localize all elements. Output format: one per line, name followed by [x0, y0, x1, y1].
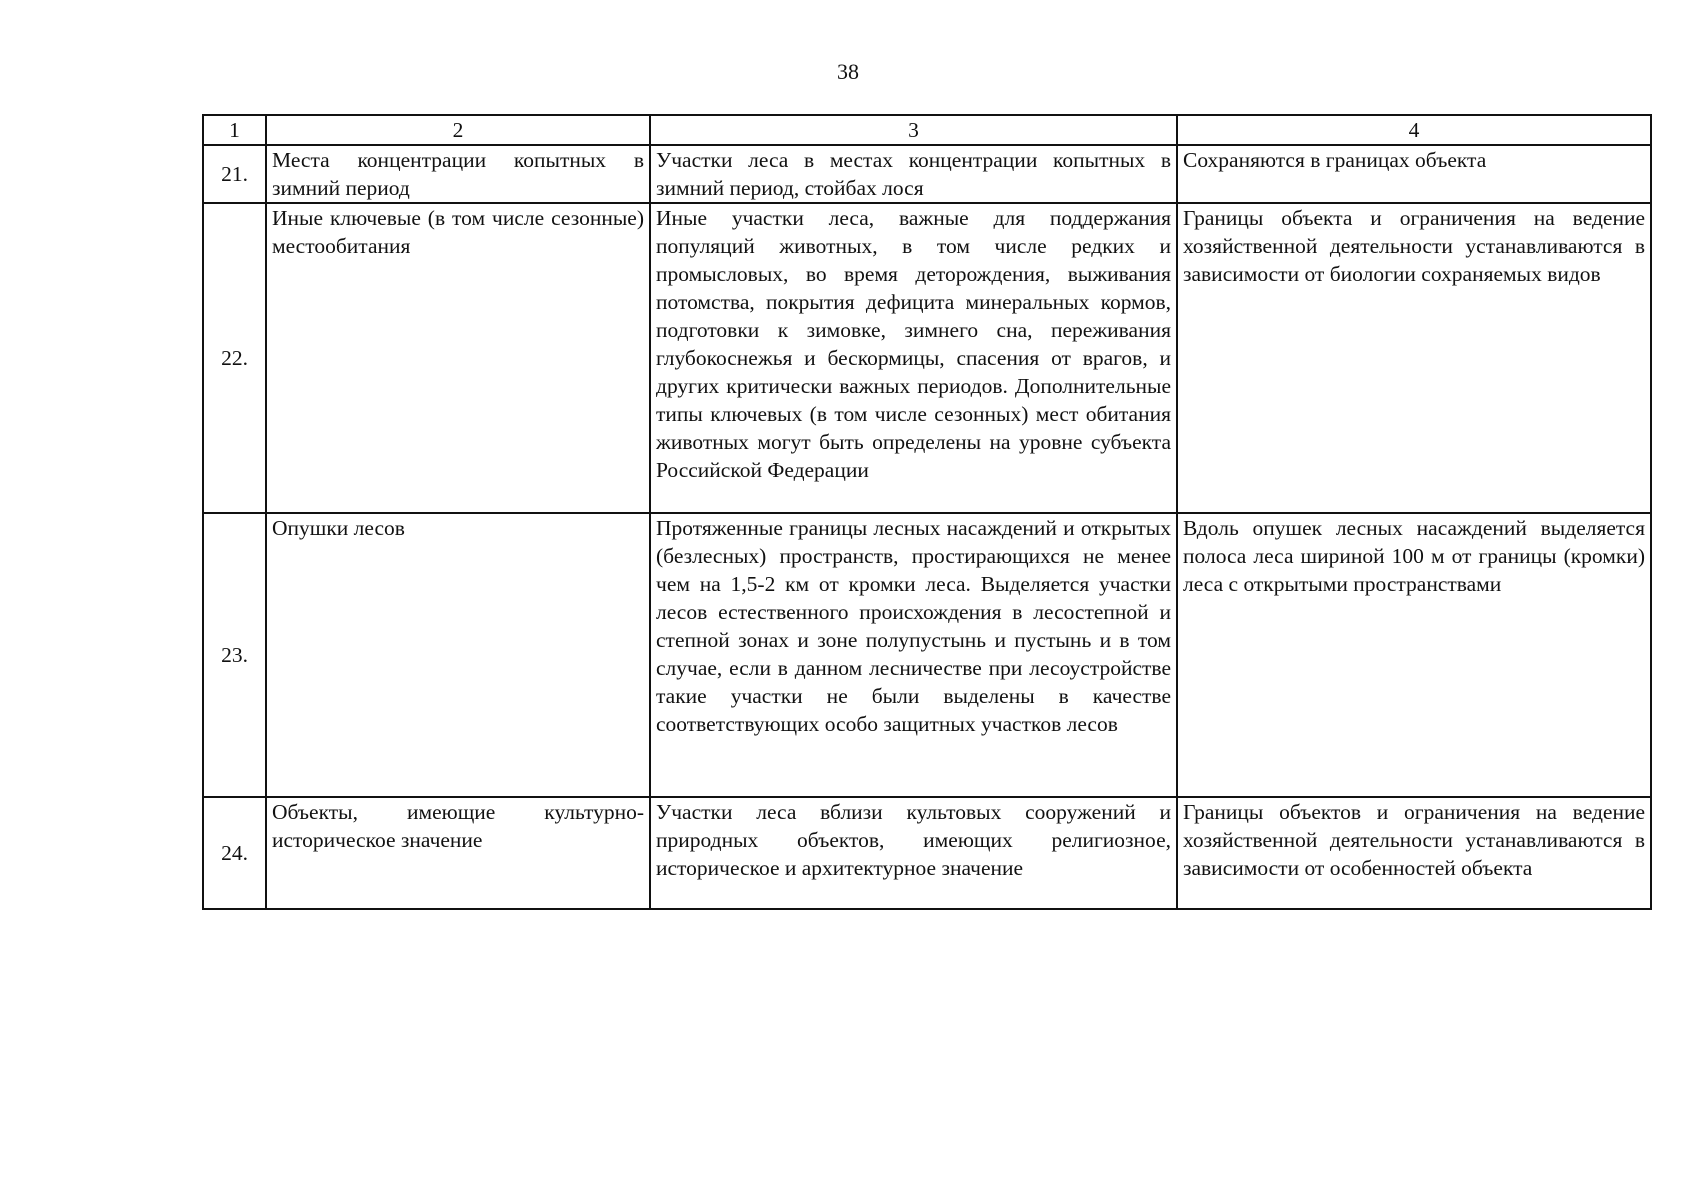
- table-row: [203, 203, 1651, 513]
- description-cell: Участки леса вблизи культовых сооружений и природных объектов, имеющих религиозное, историческое и архитектурное значение: [650, 797, 1177, 909]
- row-number: 24.: [203, 797, 266, 909]
- object-cell: Иные ключевые (в том числе сезонные) местообитания: [266, 203, 650, 513]
- row-number: 21.: [203, 145, 266, 203]
- object-cell: Места концентрации копытных в зимний период: [266, 145, 650, 203]
- description-cell: Участки леса в местах концентрации копытных в зимний период, стойбах лося: [650, 145, 1177, 203]
- column-header-3: 3: [650, 115, 1177, 145]
- row-number: 23.: [203, 513, 266, 797]
- column-header-4: 4: [1177, 115, 1651, 145]
- table-row: [203, 145, 1651, 203]
- description-cell: Иные участки леса, важные для поддержания популяций животных, в том числе редких и промысловых, во время деторождения, выживания потомства, покрытия дефицита минеральных кормов, подготовки к зимовке, зимнего сна, переживания глубокоснежья и бескормицы, спасения от врагов, и других критически важных периодов. Дополнительные типы ключевых (в том числе сезонных) мест обитания животных могут быть определены на уровне субъекта Российской Федерации: [650, 203, 1177, 513]
- regime-cell: Сохраняются в границах объекта: [1177, 145, 1651, 203]
- data-table: [202, 114, 1652, 910]
- object-cell: Объекты, имеющие культурно-историческое значение: [266, 797, 650, 909]
- column-header-1: 1: [203, 115, 266, 145]
- column-header-2: 2: [266, 115, 650, 145]
- table-row: [203, 797, 1651, 909]
- object-cell: Опушки лесов: [266, 513, 650, 797]
- description-cell: Протяженные границы лесных насаждений и открытых (безлесных) пространств, простирающихся не менее чем на 1,5-2 км от кромки леса. Выделяется участки лесов естественного происхождения в лесостепной и степной зонах и зоне полупустынь и пустынь и в том случае, если в данном лесничестве при лесоустройстве такие участки не были выделены в качестве соответствующих особо защитных участков лесов: [650, 513, 1177, 797]
- table-header-row: [203, 115, 1651, 145]
- page-number: 38: [837, 59, 859, 84]
- table-row: [203, 513, 1651, 797]
- regime-cell: Вдоль опушек лесных насаждений выделяется полоса леса шириной 100 м от границы (кромки) леса с открытыми пространствами: [1177, 513, 1651, 797]
- row-number: 22.: [203, 203, 266, 513]
- regime-cell: Границы объекта и ограничения на ведение хозяйственной деятельности устанавливаются в зависимости от биологии сохраняемых видов: [1177, 203, 1651, 513]
- regime-cell: Границы объектов и ограничения на ведение хозяйственной деятельности устанавливаются в зависимости от особенностей объекта: [1177, 797, 1651, 909]
